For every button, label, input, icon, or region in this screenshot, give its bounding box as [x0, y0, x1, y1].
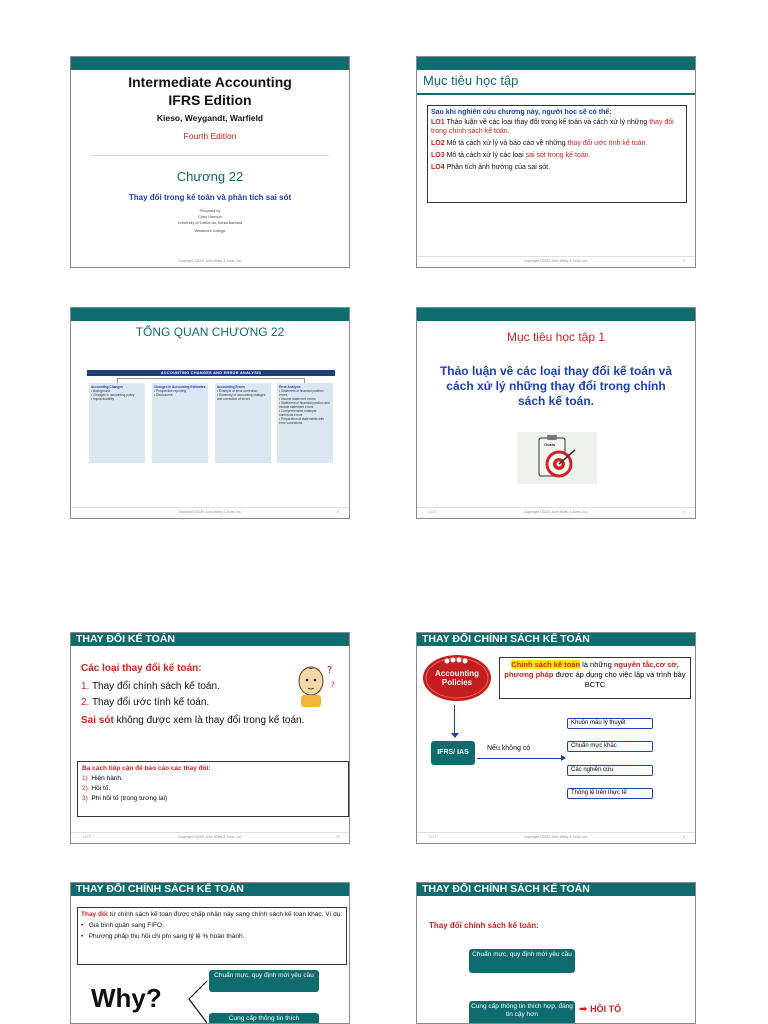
- vertical-arrow: [454, 705, 455, 735]
- approach-number: 2): [82, 785, 88, 792]
- page-number: 3: [337, 510, 339, 514]
- item-number: 2.: [81, 697, 90, 708]
- slide-footer: [71, 508, 349, 518]
- col-item: • Comprehensive example: numerous errors: [279, 409, 318, 417]
- copyright: Copyright ©2020 John Wiley & Sons, Inc.: [523, 510, 589, 514]
- lo4-tag: LO4: [431, 164, 445, 171]
- arrow-right-icon: ➡: [579, 1004, 588, 1015]
- approach-text: Hồi tố.: [91, 785, 111, 792]
- chapter-label: Chương 22: [176, 169, 244, 184]
- objective-body: Thảo luận về các loại thay đổi kế toán và cách xử lý những thay đổi trong chính sách kế toán.: [439, 364, 673, 408]
- col-item: • Preparation of statements with error corrections: [279, 417, 325, 425]
- copyright: Copyright ©2020 John Wiley & Sons, Inc.: [177, 835, 243, 839]
- slide-footer: [71, 257, 349, 267]
- page-number: 4: [683, 510, 685, 514]
- errors-label: Sai sót: [81, 715, 114, 726]
- definition-text: được áp dụng cho việc lập và trình bày BCTC: [553, 670, 686, 689]
- approaches-box: [77, 761, 349, 817]
- page-number: 6: [683, 835, 685, 839]
- reason-new-standard: Chuẩn mực, quy định mới yêu cầu: [209, 970, 319, 992]
- goals-image: [517, 432, 597, 484]
- slide-policy-changes: [416, 632, 696, 844]
- lo2-text: Mô tả cách xử lý và báo cáo về những: [444, 140, 568, 147]
- slide-title: Mục tiêu học tập: [423, 73, 519, 88]
- if-not-label: Nếu không có: [487, 745, 531, 752]
- objective-lo4: [431, 163, 683, 172]
- col-item: • Changes in accounting policy: [91, 393, 135, 397]
- slide-overview: [70, 307, 350, 519]
- slide-title: TỔNG QUAN CHƯƠNG 22: [135, 325, 285, 339]
- option-theory-framework: Khuôn mẫu lý thuyết: [567, 718, 653, 729]
- reason-better-info: Cung cấp thông tin thích hợp, đáng tin cậy hơn: [469, 1001, 575, 1024]
- col-item: • Prospective reporting: [154, 389, 187, 393]
- slide-top-bar: [71, 308, 349, 321]
- example-text: Giá bình quân sang FIFO.: [88, 922, 164, 929]
- option-research: Các nghiên cứu: [567, 765, 653, 776]
- copyright: Copyright ©2020 John Wiley & Sons, Inc.: [177, 510, 243, 514]
- slide-objectives: [416, 56, 696, 268]
- page-number: 2: [683, 259, 685, 263]
- item-number: 1.: [81, 681, 90, 692]
- slide-title: THAY ĐỔI CHÍNH SÁCH KẾ TOÁN: [417, 883, 695, 896]
- objective-lo1: [431, 118, 683, 136]
- slide-policy-change-why: [70, 882, 350, 1024]
- lo-label: LO 1: [429, 510, 437, 514]
- lo-label: LO 1: [83, 835, 91, 839]
- accounting-policies-badge: [421, 651, 493, 703]
- slide-title: THAY ĐỔI CHÍNH SÁCH KẾ TOÁN: [417, 633, 695, 646]
- lo1-tag: LO1: [431, 119, 445, 126]
- overview-col-4: [277, 383, 333, 463]
- course-title: Intermediate Accounting: [128, 74, 292, 90]
- overview-col-1: [89, 383, 145, 463]
- objectives-box: [427, 105, 687, 203]
- slide-top-bar: [71, 57, 349, 70]
- prepared-by: Prepared by: [199, 209, 221, 213]
- ifrs-ias-box: IFRS/ IAS: [431, 741, 475, 765]
- col-item: • Impracticability: [91, 397, 115, 401]
- copyright: Copyright ©2020 John Wiley & Sons, Inc.: [523, 835, 589, 839]
- option-practice: Thông lệ trên thực tế: [567, 788, 653, 799]
- type-item-2: [81, 697, 209, 708]
- slide-footer: [417, 257, 695, 267]
- definition-box: [77, 907, 347, 965]
- reason-new-standard: Chuẩn mực, quy định mới yêu cầu: [469, 949, 575, 973]
- definition-text: từ chính sách kế toán được chấp nhận này sang chính sách kế toán khác. Ví dụ:: [107, 911, 343, 918]
- overview-col-3: [215, 383, 271, 463]
- why-label: Why?: [91, 983, 162, 1013]
- university: University of California, Santa Barbara: [177, 221, 243, 225]
- overview-col-2: [152, 383, 208, 463]
- definition: [81, 910, 343, 919]
- slide-objective-1: [416, 307, 696, 519]
- overview-header: ACCOUNTING CHANGES AND ERROR ANALYSIS: [87, 370, 335, 376]
- slide-title: [70, 56, 350, 268]
- lo-label: LO 1: [429, 835, 437, 839]
- lo4-text: Phân tích ảnh hưởng của sai sót.: [444, 164, 551, 171]
- target-icon: [517, 432, 597, 484]
- definition-term: Chính sách kế toán: [511, 660, 581, 669]
- lo3-tag: LO3: [431, 152, 445, 159]
- result-label: HỒI TỐ: [590, 1004, 622, 1014]
- definition-box: [499, 657, 691, 699]
- col-item: • Example of error correction: [217, 389, 258, 393]
- result-arrow: [579, 1004, 621, 1015]
- example-text: Phương pháp thu hồi chi phí sang tỷ lệ % hoàn thành.: [88, 933, 245, 940]
- copyright: Copyright ©2020 John Wiley & Sons, Inc.: [523, 259, 589, 263]
- objective-lo3: [431, 151, 683, 160]
- chapter-subtitle: Thay đổi trong kế toán và phân tích sai sót: [128, 193, 292, 202]
- lo1-text: Thảo luận về các loại thay đổi trong kế toán và cách xử lý những: [444, 119, 650, 126]
- example-item: • Giá bình quân sang FIFO.: [81, 922, 164, 929]
- lo2-highlight: thay đổi ước tính kế toán.: [567, 140, 648, 147]
- slide-title: THAY ĐỔI CHÍNH SÁCH KẾ TOÁN: [71, 883, 349, 896]
- badge-line-1: Accounting: [435, 669, 479, 678]
- brace: [187, 979, 207, 1019]
- overview-chart: [87, 370, 335, 466]
- approach-text: Hiện hành.: [91, 775, 123, 782]
- lo3-highlight: sai sót trong kế toán.: [525, 152, 591, 159]
- approach-item: [82, 794, 344, 804]
- definition-term: Thay đổi: [81, 911, 108, 918]
- thinking-person-image: [287, 659, 339, 709]
- lo3-text: Mô tả cách xử lý các loại: [444, 152, 526, 159]
- slide-top-bar: [417, 308, 695, 321]
- types-heading: Các loại thay đổi kế toán:: [81, 663, 202, 674]
- slide-title: Mục tiêu học tập 1: [506, 330, 606, 344]
- col-item: • Disclosures: [154, 393, 173, 397]
- vertical-arrowhead: [451, 733, 459, 738]
- thinking-person-icon: [287, 659, 339, 709]
- option-other-standards: Chuẩn mực khác: [567, 741, 653, 752]
- section-heading: Thay đổi chính sách kế toán:: [429, 921, 539, 930]
- definition-text: là những: [580, 660, 614, 669]
- approaches-heading: Ba cách tiếp cận để báo cáo các thay đổi:: [82, 765, 211, 772]
- lo2-tag: LO2: [431, 140, 445, 147]
- slide-footer: [71, 833, 349, 843]
- page-number: 5: [337, 835, 339, 839]
- col-head: Changes in Accounting Estimates: [154, 385, 206, 389]
- approach-item: [82, 784, 344, 794]
- approach-number: 1): [82, 775, 88, 782]
- svg-text:?: ?: [331, 681, 335, 689]
- badge-line-2: Policies: [441, 678, 473, 687]
- col-head: Accounting Changes: [91, 385, 123, 389]
- slide-top-bar: [417, 57, 695, 70]
- edition-title: IFRS Edition: [168, 92, 252, 108]
- slide-policy-change-retro: [416, 882, 696, 1024]
- objective-lo2: [431, 139, 683, 148]
- col-item: • Income statement errors: [279, 397, 316, 401]
- approach-text: Phi hồi tố (trong tương lai): [91, 795, 168, 802]
- divider: [91, 155, 329, 156]
- item-text: Thay đổi chính sách kế toán.: [91, 681, 220, 692]
- copyright: Copyright ©2020 John Wiley & Sons, Inc.: [177, 259, 243, 263]
- errors-text: không được xem là thay đổi trong kế toán.: [113, 715, 305, 726]
- preparer-name: Coby Harmon: [198, 215, 222, 219]
- slide-accounting-changes: [70, 632, 350, 844]
- slide-footer: [417, 508, 695, 518]
- col-item: • Statement of financial position and income statement errors: [279, 401, 330, 409]
- svg-text:?: ?: [327, 665, 333, 676]
- col-item: • Statement of financial position errors: [279, 389, 324, 397]
- title-underline: [417, 93, 695, 95]
- authors: Kieso, Weygandt, Warfield: [156, 113, 264, 123]
- reason-better-info: Cung cấp thông tin thích: [209, 1013, 319, 1024]
- horizontal-arrowhead: [561, 755, 566, 761]
- definition-highlight: nguyên tắc,cơ sở, phương pháp: [504, 660, 679, 679]
- horizontal-arrow: [477, 758, 563, 759]
- slide-title: THAY ĐỔI KẾ TOÁN: [71, 633, 349, 646]
- approach-number: 3): [82, 795, 88, 802]
- col-item: • Background: [91, 389, 111, 393]
- lo1-highlight: thay đổi trong chính sách kế toán.: [431, 119, 674, 135]
- goals-label: Goals: [544, 442, 556, 447]
- brace-icon: [187, 979, 207, 1024]
- slide-footer: [417, 833, 695, 843]
- type-item-1: [81, 681, 220, 692]
- col-item: • Summary of accounting changes and correction of errors: [217, 393, 266, 401]
- objectives-intro: Sau khi nghiên cứu chương này, người học sẽ có thể:: [431, 109, 612, 116]
- item-text: Thay đổi ước tính kế toán.: [91, 697, 210, 708]
- approach-item: [82, 774, 344, 784]
- college: Westmont College: [194, 229, 226, 233]
- example-item: • Phương pháp thu hồi chi phí sang tỷ lệ % hoàn thành.: [81, 933, 245, 940]
- errors-note: [81, 715, 304, 726]
- col-head: Accounting Errors: [217, 385, 245, 389]
- col-head: Error Analysis: [279, 385, 301, 389]
- edition-label: Fourth Edition: [183, 131, 237, 141]
